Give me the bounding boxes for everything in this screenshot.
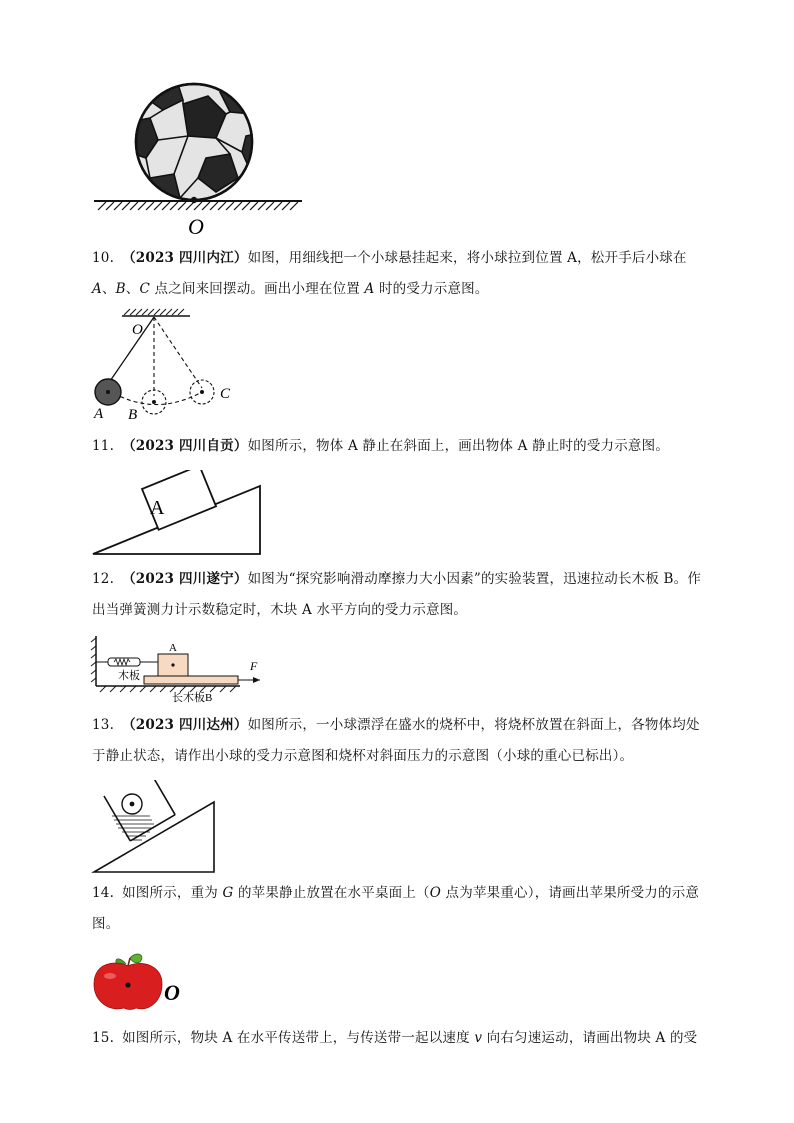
friction-experiment-figure xyxy=(90,634,270,706)
separator: 、 xyxy=(101,281,116,297)
center-o-label: O xyxy=(164,980,180,1005)
question-text: 点之间来回摆动。画出小理在位置 xyxy=(150,281,365,297)
question-12 xyxy=(92,564,704,626)
question-text: 点为苹果重心），请画出苹果所受力的示意图。 xyxy=(92,885,700,932)
question-text: 如图所示，物块 A 在水平传送带上，与传送带一起以速度 xyxy=(122,1030,475,1046)
label-a: A xyxy=(94,406,104,422)
question-text: 如图为“探究影响滑动摩擦力大小因素”的实验装置，迅速拉动长木板 B。作出当弹簧测力计示数稳定时，木块 A 水平方向的受力示意图。 xyxy=(92,571,702,618)
base-label: 木板 xyxy=(118,670,140,682)
question-10 xyxy=(92,243,704,305)
question-number: 10. xyxy=(92,250,115,266)
question-number: 11. xyxy=(92,438,115,454)
question-15 xyxy=(92,1023,704,1054)
apple-figure xyxy=(90,952,200,1014)
question-11 xyxy=(92,431,704,462)
point-o: O xyxy=(429,885,442,901)
question-text: 如图所示，重为 xyxy=(122,885,223,901)
incline-block-figure xyxy=(90,470,266,558)
force-f-label: F xyxy=(250,659,258,673)
soccer-ball-figure xyxy=(88,74,318,239)
velocity-v: v xyxy=(474,1030,483,1046)
point-c: C xyxy=(139,281,151,297)
weight-g: G xyxy=(222,885,234,901)
point-a: A xyxy=(92,281,102,297)
question-number: 13. xyxy=(92,717,115,733)
long-board-b xyxy=(144,676,238,684)
block-a-label: A xyxy=(150,497,165,519)
question-source: （2023 四川遂宁） xyxy=(122,571,248,587)
block-a-label: A xyxy=(169,642,177,654)
question-number: 15. xyxy=(92,1030,115,1046)
question-text: 如图所示，物体 A 静止在斜面上，画出物体 A 静止时的受力示意图。 xyxy=(247,438,670,454)
question-number: 12. xyxy=(92,571,115,587)
incline xyxy=(94,802,214,872)
question-text: 如图所示，一小球漂浮在盛水的烧杯中，将烧杯放置在斜面上，各物体均处于静止状态，请作出小球的受力示意图和烧杯对斜面压力的示意图（小球的重心已标出）。 xyxy=(92,717,700,764)
question-text: 如图，用细线把一个小球悬挂起来，将小球拉到位置 A，松开手后小球在 xyxy=(247,250,687,266)
label-c: C xyxy=(220,386,231,402)
question-text: 的苹果静止放置在水平桌面上（ xyxy=(233,885,430,901)
question-source: （2023 四川达州） xyxy=(122,717,248,733)
separator: 、 xyxy=(125,281,140,297)
pendulum-figure xyxy=(86,308,246,424)
question-13 xyxy=(92,710,704,772)
beaker-on-incline-figure xyxy=(90,780,220,876)
pivot-o-label: O xyxy=(132,322,143,338)
question-number: 14. xyxy=(92,885,115,901)
question-text: 向右匀速运动，请画出物块 A 的受 xyxy=(482,1030,698,1046)
question-text: 时的受力示意图。 xyxy=(374,281,489,297)
contact-point xyxy=(191,197,197,203)
question-source: （2023 四川自贡） xyxy=(122,438,248,454)
question-source: （2023 四川内江） xyxy=(122,250,248,266)
question-14 xyxy=(92,878,704,940)
point-a: A xyxy=(364,281,375,297)
point-b: B xyxy=(115,281,126,297)
board-b-label: 长木板B xyxy=(172,692,213,704)
label-b: B xyxy=(128,407,138,423)
point-o-label: O xyxy=(188,214,204,239)
